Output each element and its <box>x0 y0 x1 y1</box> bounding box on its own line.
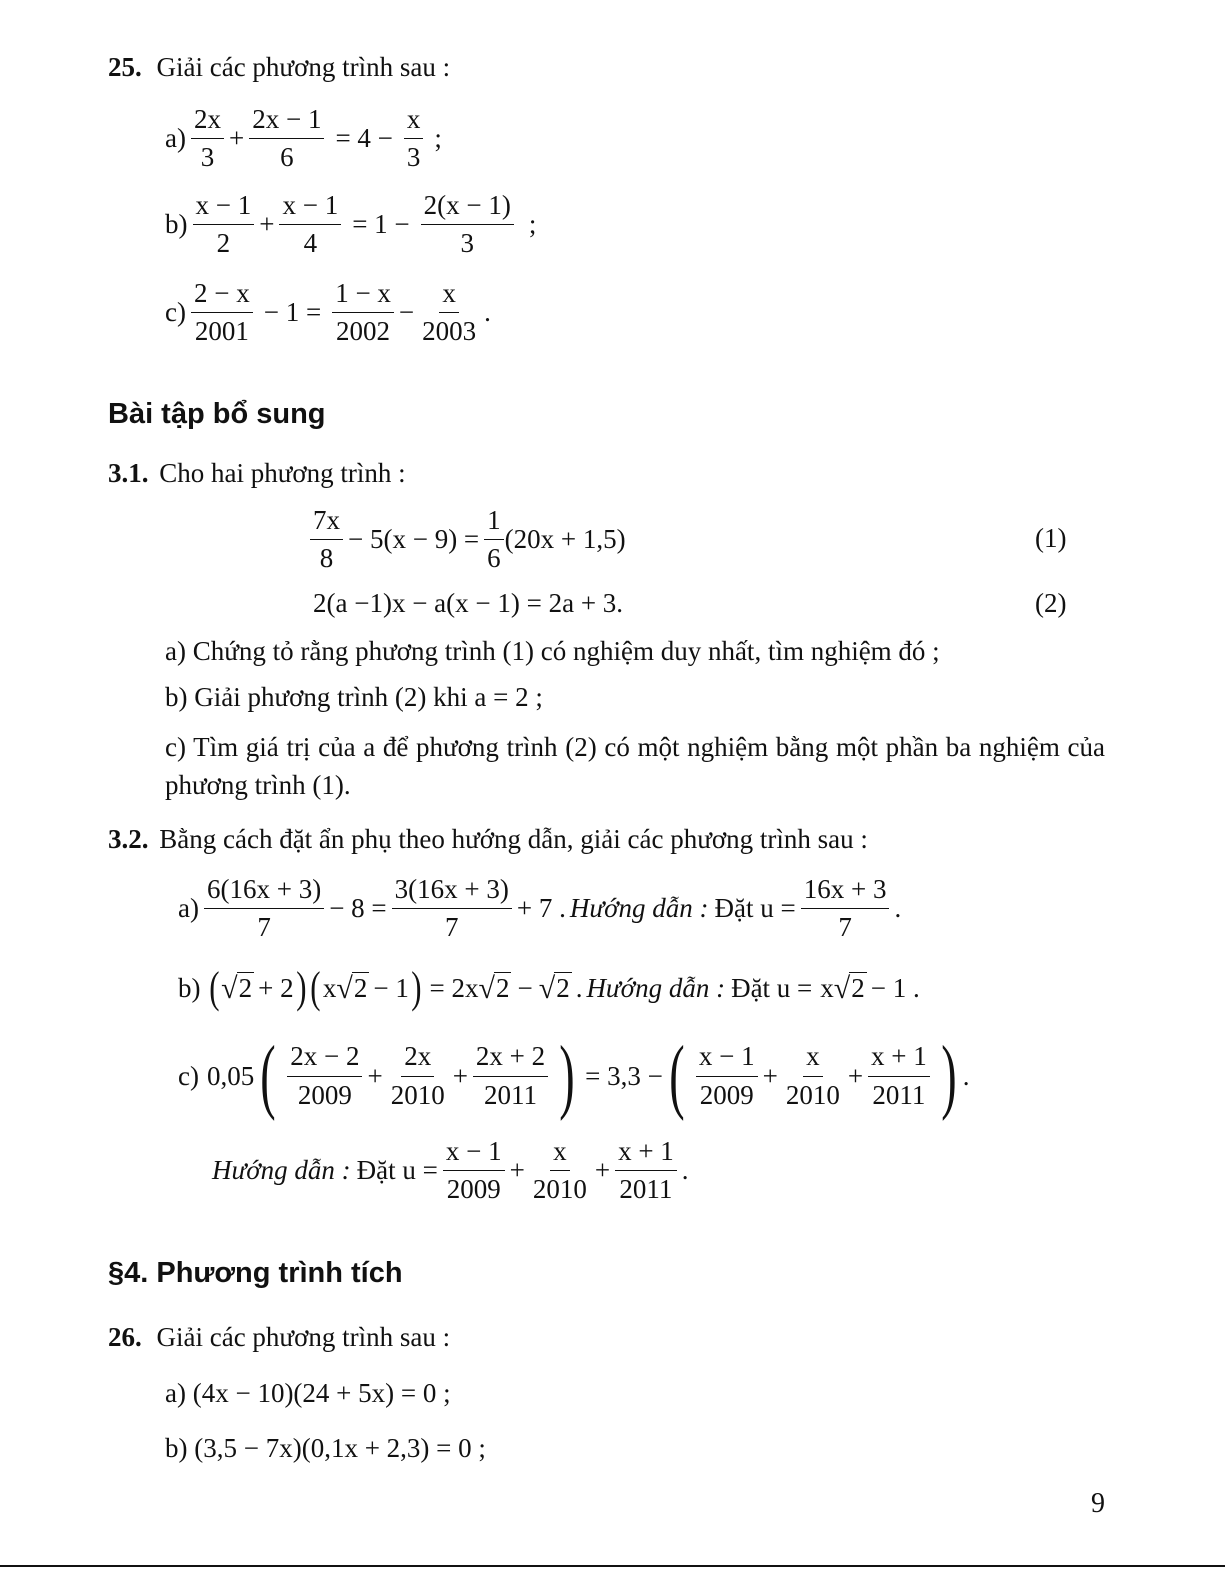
exercise-title: Cho hai phương trình : <box>159 458 406 488</box>
exercise-title: Giải các phương trình sau : <box>156 52 451 82</box>
exercise-title: Bằng cách đặt ẩn phụ theo hướng dẫn, giải các phương trình sau : <box>159 824 868 854</box>
sqrt <box>221 972 254 1004</box>
exercise-3-2-heading <box>108 824 868 855</box>
exercise-title: Giải các phương trình sau : <box>156 1322 451 1352</box>
exercise-3-1-heading <box>108 458 406 489</box>
punctuation: ; <box>528 209 537 240</box>
hint-label: Hướng dẫn : <box>569 893 709 924</box>
fraction <box>868 1041 930 1110</box>
item-label: b) <box>165 209 188 240</box>
equation-25c <box>165 278 491 347</box>
expression: (20x + 1,5) <box>504 524 626 555</box>
denominator: 2011 <box>619 1174 673 1205</box>
paren-close: ) <box>411 963 422 1012</box>
operator: + <box>762 1060 778 1091</box>
radicand: 2 <box>495 972 510 1003</box>
fraction <box>388 1041 448 1110</box>
page-number: 9 <box>1091 1488 1105 1519</box>
paren-open: ( <box>260 1029 276 1122</box>
punctuation: . <box>484 297 491 328</box>
radical-sign: √ <box>221 971 238 1005</box>
operator: + 2 <box>258 972 294 1003</box>
numerator: 2x <box>191 104 224 139</box>
numerator: 2(x − 1) <box>421 190 514 225</box>
fraction <box>419 278 479 347</box>
punctuation: . <box>962 1060 970 1091</box>
paren-open: ( <box>310 963 321 1012</box>
denominator: 2002 <box>336 316 391 347</box>
numerator: 6(16x + 3) <box>204 874 324 909</box>
equation-3-1-2: 2(a −1)x − a(x − 1) = 2a + 3. <box>313 588 624 618</box>
fraction <box>310 505 343 574</box>
question-3-1-c: c) Tìm giá trị của a để phương trình (2) có một nghiệm bằng một phần ba nghiệm của phương trình (1). <box>165 732 1105 800</box>
denominator: 3 <box>200 142 215 173</box>
numerator: 16x + 3 <box>801 874 890 909</box>
radical-sign: √ <box>538 971 556 1005</box>
operator: = 2x <box>429 972 479 1003</box>
expression: − 1 . <box>870 972 920 1003</box>
numerator: x <box>803 1041 823 1076</box>
equation-tag-2: (2) <box>1035 588 1067 618</box>
section-heading-4: §4. Phương trình tích <box>108 1257 403 1289</box>
hint-label: Hướng dẫn : <box>586 972 726 1003</box>
radical-sign: √ <box>478 971 495 1005</box>
numerator: x + 1 <box>868 1041 930 1076</box>
numerator: 2x <box>401 1041 434 1076</box>
sqrt <box>479 972 512 1004</box>
bottom-rule <box>0 1565 1225 1567</box>
denominator: 3 <box>460 228 475 259</box>
paren-open: ( <box>208 963 219 1012</box>
numerator: x + 1 <box>615 1136 677 1171</box>
denominator: 7 <box>838 912 852 943</box>
operator: − 1 = <box>263 297 322 328</box>
operator: + <box>594 1155 611 1186</box>
hint-text: Đặt u = <box>731 972 813 1003</box>
fraction <box>332 278 394 347</box>
denominator: 7 <box>257 912 271 943</box>
denominator: 4 <box>303 228 318 259</box>
item-label: a) <box>165 123 186 154</box>
exercise-number: 3.2. <box>108 824 149 854</box>
fraction <box>530 1136 590 1205</box>
exercise-number: 26. <box>108 1322 142 1352</box>
fraction <box>204 874 324 943</box>
numerator: 3(16x + 3) <box>392 874 512 909</box>
punctuation: . <box>575 972 583 1003</box>
fraction <box>279 190 341 259</box>
operator: + <box>847 1060 864 1091</box>
operator: − <box>517 972 533 1003</box>
denominator: 7 <box>445 912 459 943</box>
numerator: x − 1 <box>696 1041 758 1076</box>
numerator: 1 − x <box>332 278 394 313</box>
exercise-number: 3.1. <box>108 458 149 488</box>
fraction <box>421 190 514 259</box>
fraction <box>249 104 324 173</box>
equation-tag-1: (1) <box>1035 523 1067 553</box>
sqrt <box>539 972 572 1004</box>
equation-3-2-b <box>178 963 920 1012</box>
fraction <box>615 1136 677 1205</box>
operator: − <box>398 297 415 328</box>
equation-3-2-c <box>178 1029 970 1122</box>
exercise-26-heading <box>108 1322 450 1353</box>
item-label: a) <box>178 893 199 924</box>
question-26-a: a) (4x − 10)(24 + 5x) = 0 ; <box>165 1378 451 1408</box>
operator: + <box>228 123 245 154</box>
numerator: 2 − x <box>191 278 253 313</box>
question-3-1-b: b) Giải phương trình (2) khi a = 2 ; <box>165 682 543 712</box>
operator: − 1 <box>373 972 409 1003</box>
operator: + <box>509 1155 525 1186</box>
equation-3-2-a <box>178 874 901 943</box>
fraction <box>783 1041 843 1110</box>
equation-25a <box>165 104 442 173</box>
equation-3-1-1 <box>305 505 626 574</box>
denominator: 2010 <box>532 1174 587 1205</box>
radicand: 2 <box>556 972 570 1003</box>
fraction <box>287 1041 362 1110</box>
punctuation: . <box>894 893 902 924</box>
operator: + <box>367 1060 383 1091</box>
item-label: b) <box>178 972 201 1003</box>
coefficient: 0,05 <box>206 1060 255 1091</box>
fraction <box>392 874 512 943</box>
denominator: 3 <box>406 142 421 173</box>
denominator: 2 <box>216 228 231 259</box>
hint-3-2-c <box>212 1136 689 1205</box>
denominator: 2011 <box>872 1079 926 1110</box>
numerator: 2x − 2 <box>287 1041 362 1076</box>
paren-open: ( <box>669 1029 685 1122</box>
paren-close: ) <box>295 963 307 1012</box>
equation-25b <box>165 190 536 259</box>
denominator: 2003 <box>422 316 477 347</box>
paren-close: ) <box>559 1029 575 1122</box>
operator: + <box>259 209 275 240</box>
operator: = 4 − <box>335 123 393 154</box>
numerator: 2x − 1 <box>249 104 324 139</box>
fraction <box>484 505 504 574</box>
denominator: 6 <box>280 142 294 173</box>
fraction <box>404 104 424 173</box>
paren-close: ) <box>941 1029 957 1122</box>
numerator: x − 1 <box>443 1136 505 1171</box>
punctuation: . <box>681 1155 689 1186</box>
denominator: 2010 <box>785 1079 840 1110</box>
variable: x <box>820 972 834 1003</box>
fraction <box>193 190 255 259</box>
fraction <box>696 1041 758 1110</box>
denominator: 8 <box>319 543 334 574</box>
denominator: 2011 <box>484 1079 538 1110</box>
operator: − 8 = <box>329 893 387 924</box>
question-3-1-a: a) Chứng tỏ rằng phương trình (1) có nghiệm duy nhất, tìm nghiệm đó ; <box>165 636 940 666</box>
operator: = 1 − <box>352 209 410 240</box>
question-26-b: b) (3,5 − 7x)(0,1x + 2,3) = 0 ; <box>165 1433 486 1463</box>
denominator: 2009 <box>699 1079 754 1110</box>
operator: + <box>452 1060 468 1091</box>
numerator: x <box>439 278 459 313</box>
fraction <box>801 874 890 943</box>
item-label: c) <box>165 297 186 328</box>
denominator: 2009 <box>446 1174 501 1205</box>
denominator: 2009 <box>297 1079 352 1110</box>
fraction <box>191 278 253 347</box>
numerator: 1 <box>484 505 504 540</box>
item-label: c) <box>178 1060 199 1091</box>
radicand: 2 <box>353 972 368 1003</box>
fraction <box>473 1041 548 1110</box>
radicand: 2 <box>851 972 865 1003</box>
hint-text: Đặt u = <box>356 1155 438 1186</box>
numerator: x − 1 <box>193 190 255 225</box>
radicand: 2 <box>238 972 253 1003</box>
numerator: x <box>550 1136 570 1171</box>
fraction <box>191 104 224 173</box>
sqrt <box>336 972 369 1004</box>
hint-label: Hướng dẫn : <box>212 1155 351 1186</box>
section-heading-extra: Bài tập bổ sung <box>108 398 326 430</box>
numerator: 7x <box>310 505 343 540</box>
punctuation: ; <box>434 123 442 154</box>
numerator: x − 1 <box>279 190 341 225</box>
denominator: 2010 <box>390 1079 445 1110</box>
hint-text: Đặt u = <box>714 893 796 924</box>
exercise-25-heading <box>108 52 450 83</box>
numerator: 2x + 2 <box>473 1041 548 1076</box>
denominator: 6 <box>487 543 501 574</box>
exercise-number: 25. <box>108 52 142 82</box>
radical-sign: √ <box>336 971 353 1005</box>
sqrt <box>834 972 867 1004</box>
denominator: 2001 <box>194 316 249 347</box>
operator: + 7 . <box>516 893 566 924</box>
numerator: x <box>404 104 424 139</box>
operator: = 3,3 − <box>585 1060 663 1091</box>
operator: − 5(x − 9) = <box>348 524 480 555</box>
radical-sign: √ <box>833 971 851 1005</box>
fraction <box>443 1136 505 1205</box>
variable: x <box>322 972 337 1003</box>
